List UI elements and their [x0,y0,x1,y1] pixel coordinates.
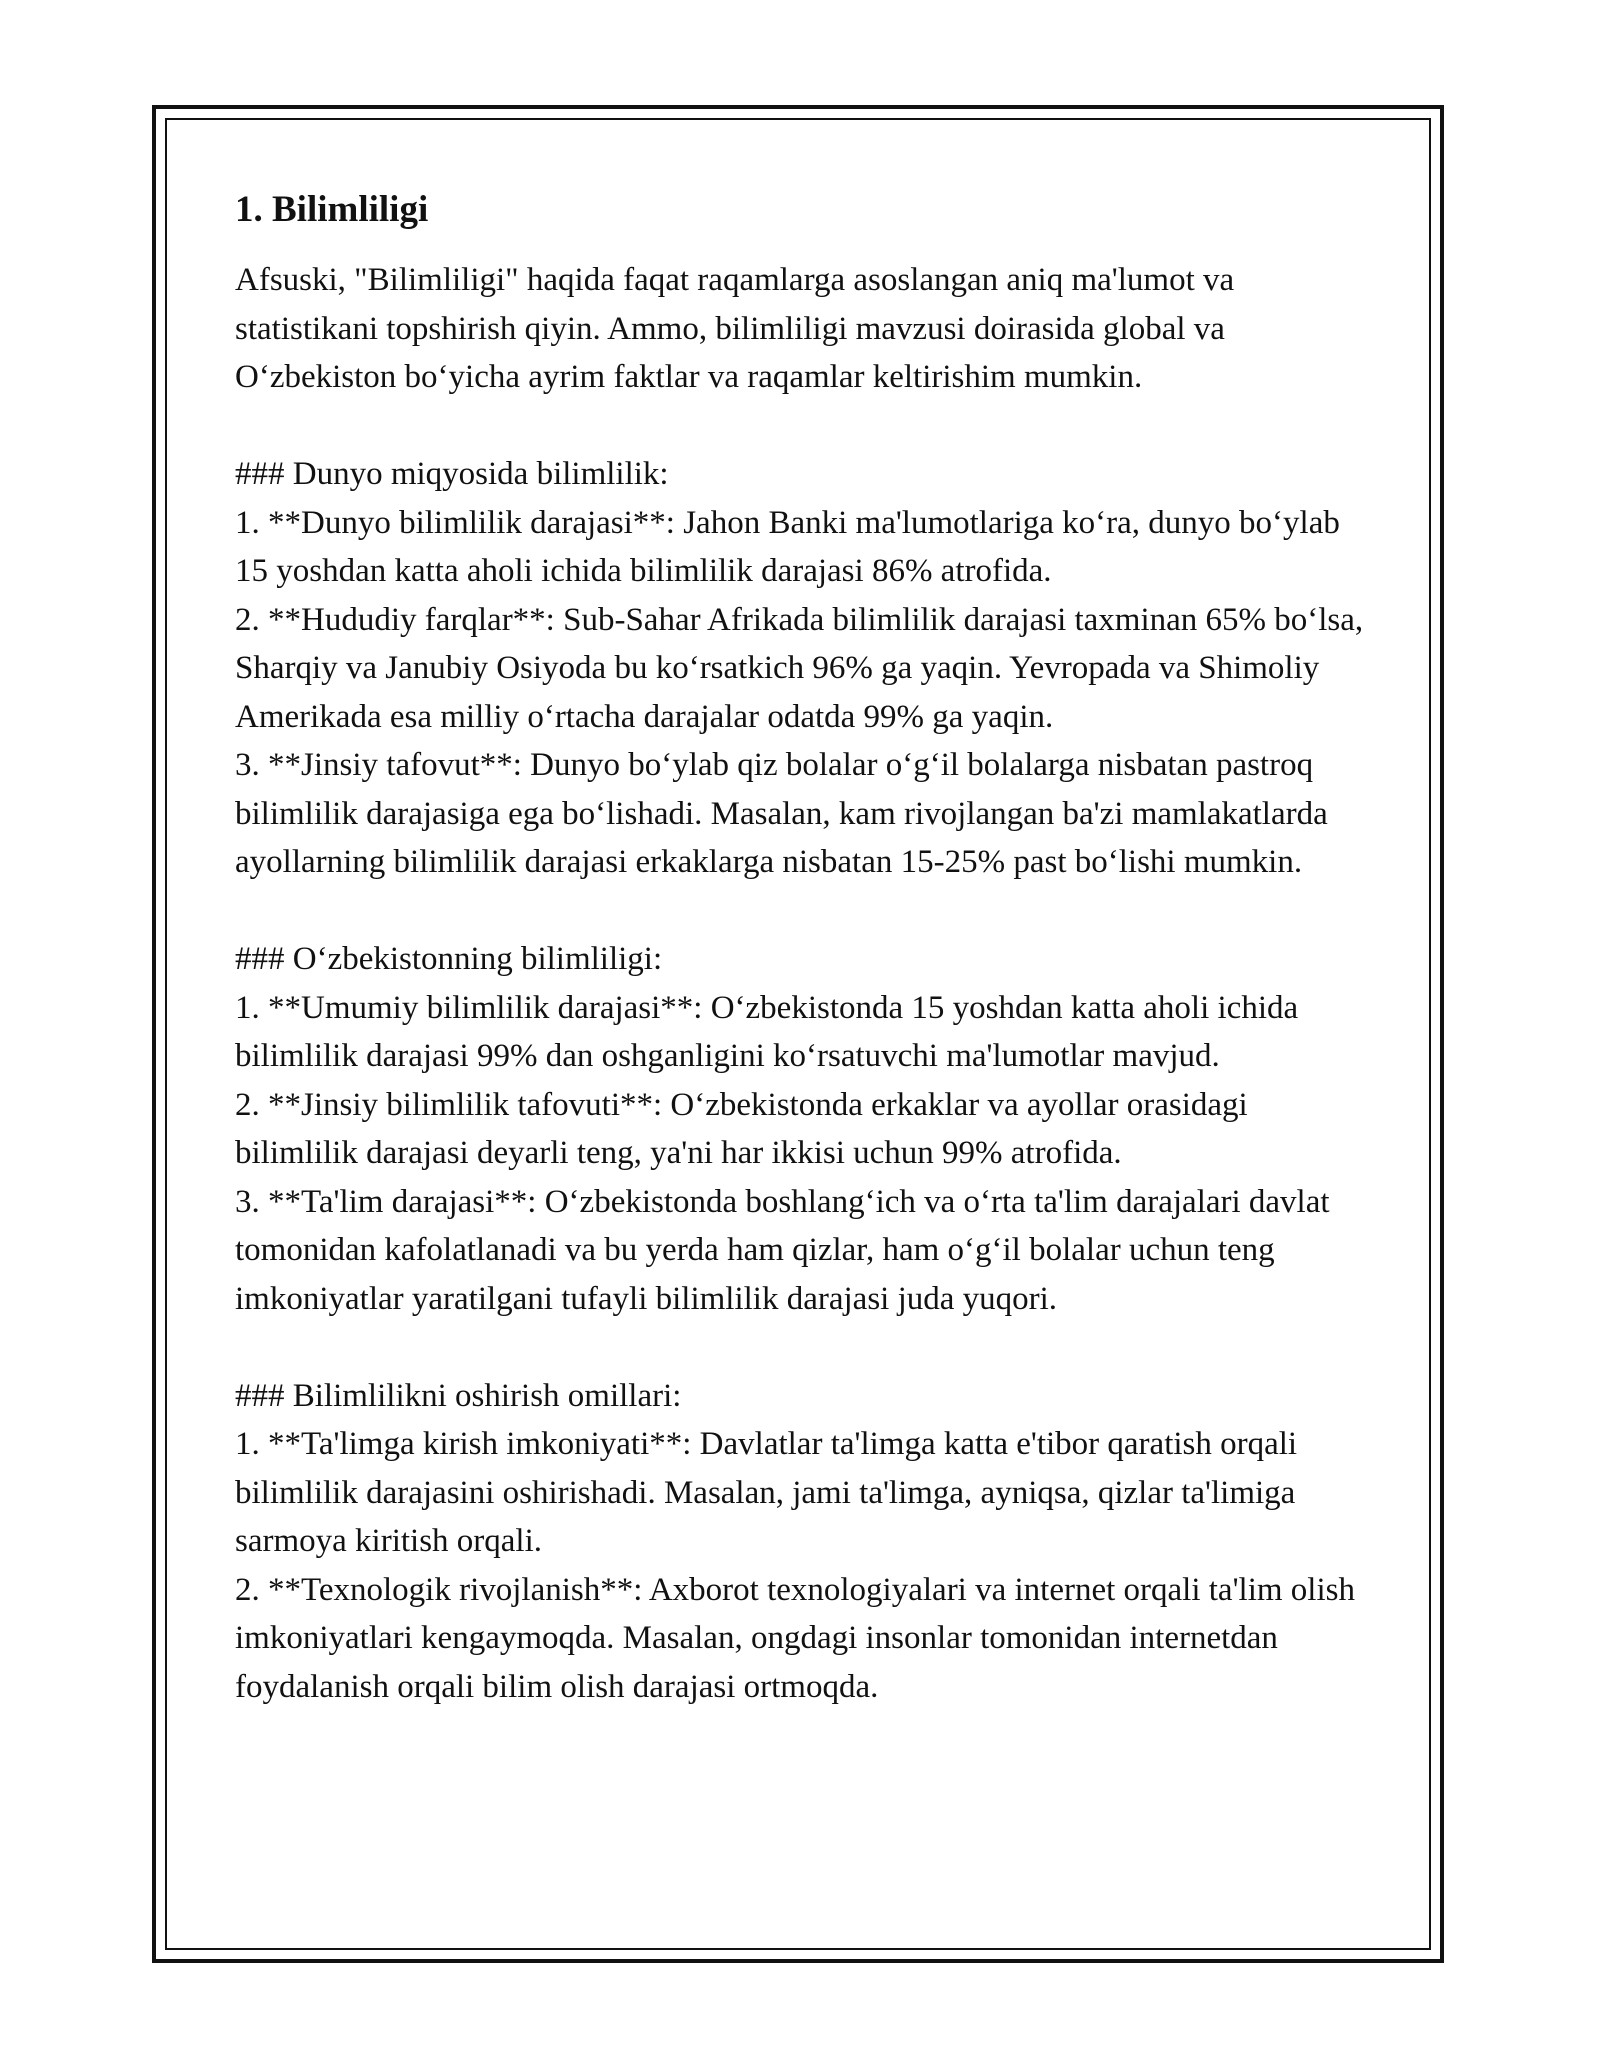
list-item: 2. **Texnologik rivojlanish**: Axborot texnologiyalari va internet orqali ta'lim olish imkoniyatlari kengaymoqda. Masalan, ongdagi insonlar tomonidan internetdan foydalanish orqali bilim olish darajasi ortmoqda. [235,1571,1355,1705]
section-world-literacy [235,450,1375,887]
section-heading: ### O‘zbekistonning bilimliligi: [235,941,663,977]
spacer [235,402,1375,451]
section-uzbekistan-literacy [235,935,1375,1323]
list-item: 3. **Jinsiy tafovut**: Dunyo bo‘ylab qiz bolalar o‘g‘il bolalarga nisbatan pastroq bilimlilik darajasiga ega bo‘lishadi. Masalan, kam rivojlangan ba'zi mamlakatlarda ayollarning bilimlilik darajasi erkaklarga nisbatan 15-25% past bo‘lishi mumkin. [235,747,1328,880]
document-title: 1. Bilimliligi [235,189,429,230]
list-item: 2. **Hududiy farqlar**: Sub-Sahar Afrikada bilimlilik darajasi taxminan 65% bo‘lsa, Sharqiy va Janubiy Osiyoda bu ko‘rsatkich 96% ga yaqin. Yevropada va Shimoliy Amerikada esa milliy o‘rtacha darajalar odatda 99% ga yaqin. [235,601,1364,735]
section-literacy-factors [235,1372,1375,1712]
list-item: 1. **Ta'limga kirish imkoniyati**: Davlatlar ta'limga katta e'tibor qaratish orqali bilimlilik darajasini oshirishadi. Masalan, jami ta'limga, ayniqsa, qizlar ta'limiga sarmoya kiritish orqali. [235,1426,1298,1559]
spacer [235,1323,1375,1372]
intro-paragraph: Afsuski, "Bilimliligi" haqida faqat raqamlarga asoslangan aniq ma'lumot va statistikani topshirish qiyin. Ammo, bilimliligi mavzusi doirasida global va O‘zbekiston bo‘yicha ayrim faktlar va raqamlar keltirishim mumkin. [235,262,1235,395]
section-heading: ### Dunyo miqyosida bilimlilik: [235,456,669,492]
list-item: 3. **Ta'lim darajasi**: O‘zbekistonda boshlang‘ich va o‘rta ta'lim darajalari davlat tomonidan kafolatlanadi va bu yerda ham qizlar, ham o‘g‘il bolalar uchun teng imkoniyatlar yaratilgani tufayli bilimlilik darajasi juda yuqori. [235,1183,1330,1317]
list-item: 1. **Umumiy bilimlilik darajasi**: O‘zbekistonda 15 yoshdan katta aholi ichida bilimlilik darajasi 99% dan oshganligini ko‘rsatuvchi ma'lumotlar mavjud. [235,989,1299,1074]
list-item: 2. **Jinsiy bilimlilik tafovuti**: O‘zbekistonda erkaklar va ayollar orasidagi bilimlilik darajasi deyarli teng, ya'ni har ikkisi uchun 99% atrofida. [235,1086,1248,1171]
document-body [235,186,1375,1711]
list-item: 1. **Dunyo bilimlilik darajasi**: Jahon Banki ma'lumotlariga ko‘ra, dunyo bo‘ylab 15 yoshdan katta aholi ichida bilimlilik darajasi 86% atrofida. [235,504,1340,589]
section-heading: ### Bilimlilikni oshirish omillari: [235,1377,682,1414]
spacer [235,887,1375,936]
